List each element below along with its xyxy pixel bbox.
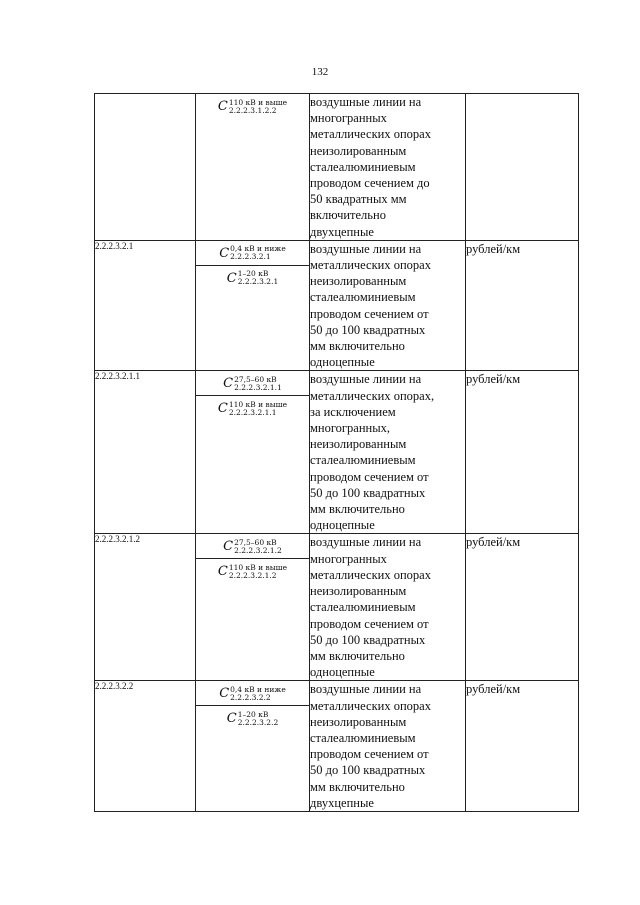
description-line: 50 до 100 квадратных xyxy=(310,485,426,500)
voltage-class: 27,5–60 кВ xyxy=(234,374,277,384)
description-line: проводом сечением до xyxy=(310,176,430,191)
row-description xyxy=(310,240,466,371)
description-line: одноцепные xyxy=(310,355,375,370)
description-line: проводом сечением от xyxy=(310,469,429,484)
row-description xyxy=(310,534,466,681)
rate-index: 2.2.2.3.1.2.2 xyxy=(228,105,277,115)
description-line: 50 до 100 квадратных xyxy=(310,763,426,778)
rate-index: 2.2.2.3.2.1.2 xyxy=(234,545,282,555)
row-description xyxy=(310,371,466,534)
rate-symbol xyxy=(196,558,309,583)
rate-letter: C xyxy=(219,686,230,702)
description-line: многогранных, xyxy=(310,421,390,436)
rate-index: 2.2.2.3.2.2 xyxy=(230,692,271,702)
table-row xyxy=(95,94,579,241)
rate-symbol xyxy=(196,681,309,705)
row-unit: рублей/км xyxy=(466,681,579,812)
rate-symbol xyxy=(196,265,309,290)
description-line: мм включительно xyxy=(310,339,405,354)
description-line: 50 до 100 квадратных xyxy=(310,632,426,647)
description-line: одноцепные xyxy=(310,518,375,533)
description-line: воздушные линии на xyxy=(310,535,422,550)
page-number: 132 xyxy=(311,66,329,78)
rate-index: 2.2.2.3.2.1.1 xyxy=(234,382,282,392)
rate-symbol-cell xyxy=(196,534,310,681)
description-line: неизолированным xyxy=(310,437,407,452)
row-unit: рублей/км xyxy=(466,534,579,681)
description-line: проводом сечением от xyxy=(310,747,429,762)
rate-letter: C xyxy=(226,270,237,286)
description-line: мм включительно xyxy=(310,648,405,663)
description-line: сталеалюминиевым xyxy=(310,730,416,745)
description-line: 50 до 100 квадратных xyxy=(310,322,426,337)
description-line: многогранных xyxy=(310,551,387,566)
description-line: неизолированным xyxy=(310,714,407,729)
table-row xyxy=(95,240,579,371)
description-line: за исключением xyxy=(310,404,396,419)
description-line: мм включительно xyxy=(310,502,405,517)
rate-symbol-cell xyxy=(196,681,310,812)
voltage-class: 0,4 кВ и ниже xyxy=(230,244,286,254)
table-row xyxy=(95,681,579,812)
rate-letter: C xyxy=(217,401,228,417)
rate-symbol-cell xyxy=(196,94,310,241)
voltage-class: 1–20 кВ xyxy=(237,709,269,719)
rate-symbol xyxy=(196,534,309,558)
rate-index: 2.2.2.3.2.2 xyxy=(237,717,279,727)
description-line: мм включительно xyxy=(310,779,405,794)
rate-letter: C xyxy=(223,376,234,392)
description-line: двухцепные xyxy=(310,224,374,239)
rate-index: 2.2.2.3.2.1.1 xyxy=(228,407,277,417)
voltage-class: 0,4 кВ и ниже xyxy=(230,684,286,694)
row-code: 2.2.2.3.2.1.2 xyxy=(95,534,196,681)
description-line: проводом сечением от xyxy=(310,306,429,321)
rate-symbol-cell xyxy=(196,240,310,371)
row-code xyxy=(95,94,196,241)
description-line: неизолированным xyxy=(310,143,407,158)
description-line: воздушные линии на xyxy=(310,682,422,697)
row-unit xyxy=(466,94,579,241)
row-code: 2.2.2.3.2.1 xyxy=(95,240,196,371)
row-unit: рублей/км xyxy=(466,371,579,534)
description-line: воздушные линии на xyxy=(310,241,422,256)
row-code: 2.2.2.3.2.2 xyxy=(95,681,196,812)
voltage-class: 1–20 кВ xyxy=(237,269,269,279)
description-line: 50 квадратных мм xyxy=(310,192,407,207)
description-line: сталеалюминиевым xyxy=(310,453,416,468)
description-line: сталеалюминиевым xyxy=(310,290,416,305)
rate-symbol xyxy=(196,371,309,395)
row-description xyxy=(310,94,466,241)
rate-symbol-cell xyxy=(196,371,310,534)
description-line: включительно xyxy=(310,208,386,223)
rate-symbol xyxy=(196,241,309,265)
rate-index: 2.2.2.3.2.1.2 xyxy=(228,570,277,580)
rate-symbol xyxy=(196,94,309,118)
voltage-class: 110 кВ и выше xyxy=(228,97,288,107)
description-line: металлических опорах, xyxy=(310,388,435,403)
description-line: неизолированным xyxy=(310,584,407,599)
description-line: двухцепные xyxy=(310,795,374,810)
voltage-class: 110 кВ и выше xyxy=(228,562,288,572)
description-line: сталеалюминиевым xyxy=(310,159,416,174)
rate-letter: C xyxy=(217,564,228,580)
description-line: многогранных xyxy=(310,111,387,126)
description-line: металлических опорах xyxy=(310,127,431,142)
rate-letter: C xyxy=(219,245,230,261)
description-line: воздушные линии на xyxy=(310,372,422,387)
rate-index: 2.2.2.3.2.1 xyxy=(237,277,279,287)
description-line: воздушные линии на xyxy=(310,95,422,109)
description-line: одноцепные xyxy=(310,665,375,680)
voltage-class: 27,5–60 кВ xyxy=(234,537,277,547)
description-line: металлических опорах xyxy=(310,258,431,273)
tariff-table xyxy=(94,93,579,812)
row-description xyxy=(310,681,466,812)
row-code: 2.2.2.3.2.1.1 xyxy=(95,371,196,534)
description-line: проводом сечением от xyxy=(310,616,429,631)
rate-letter: C xyxy=(226,711,237,727)
rate-symbol xyxy=(196,705,309,730)
row-unit: рублей/км xyxy=(466,240,579,371)
rate-index: 2.2.2.3.2.1 xyxy=(230,252,271,262)
rate-letter: C xyxy=(223,539,234,555)
description-line: неизолированным xyxy=(310,274,407,289)
rate-symbol xyxy=(196,395,309,420)
description-line: металлических опорах xyxy=(310,698,431,713)
table-row xyxy=(95,371,579,534)
rate-letter: C xyxy=(217,99,228,114)
description-line: сталеалюминиевым xyxy=(310,600,416,615)
voltage-class: 110 кВ и выше xyxy=(228,399,288,409)
description-line: металлических опорах xyxy=(310,567,431,582)
table-row xyxy=(95,534,579,681)
